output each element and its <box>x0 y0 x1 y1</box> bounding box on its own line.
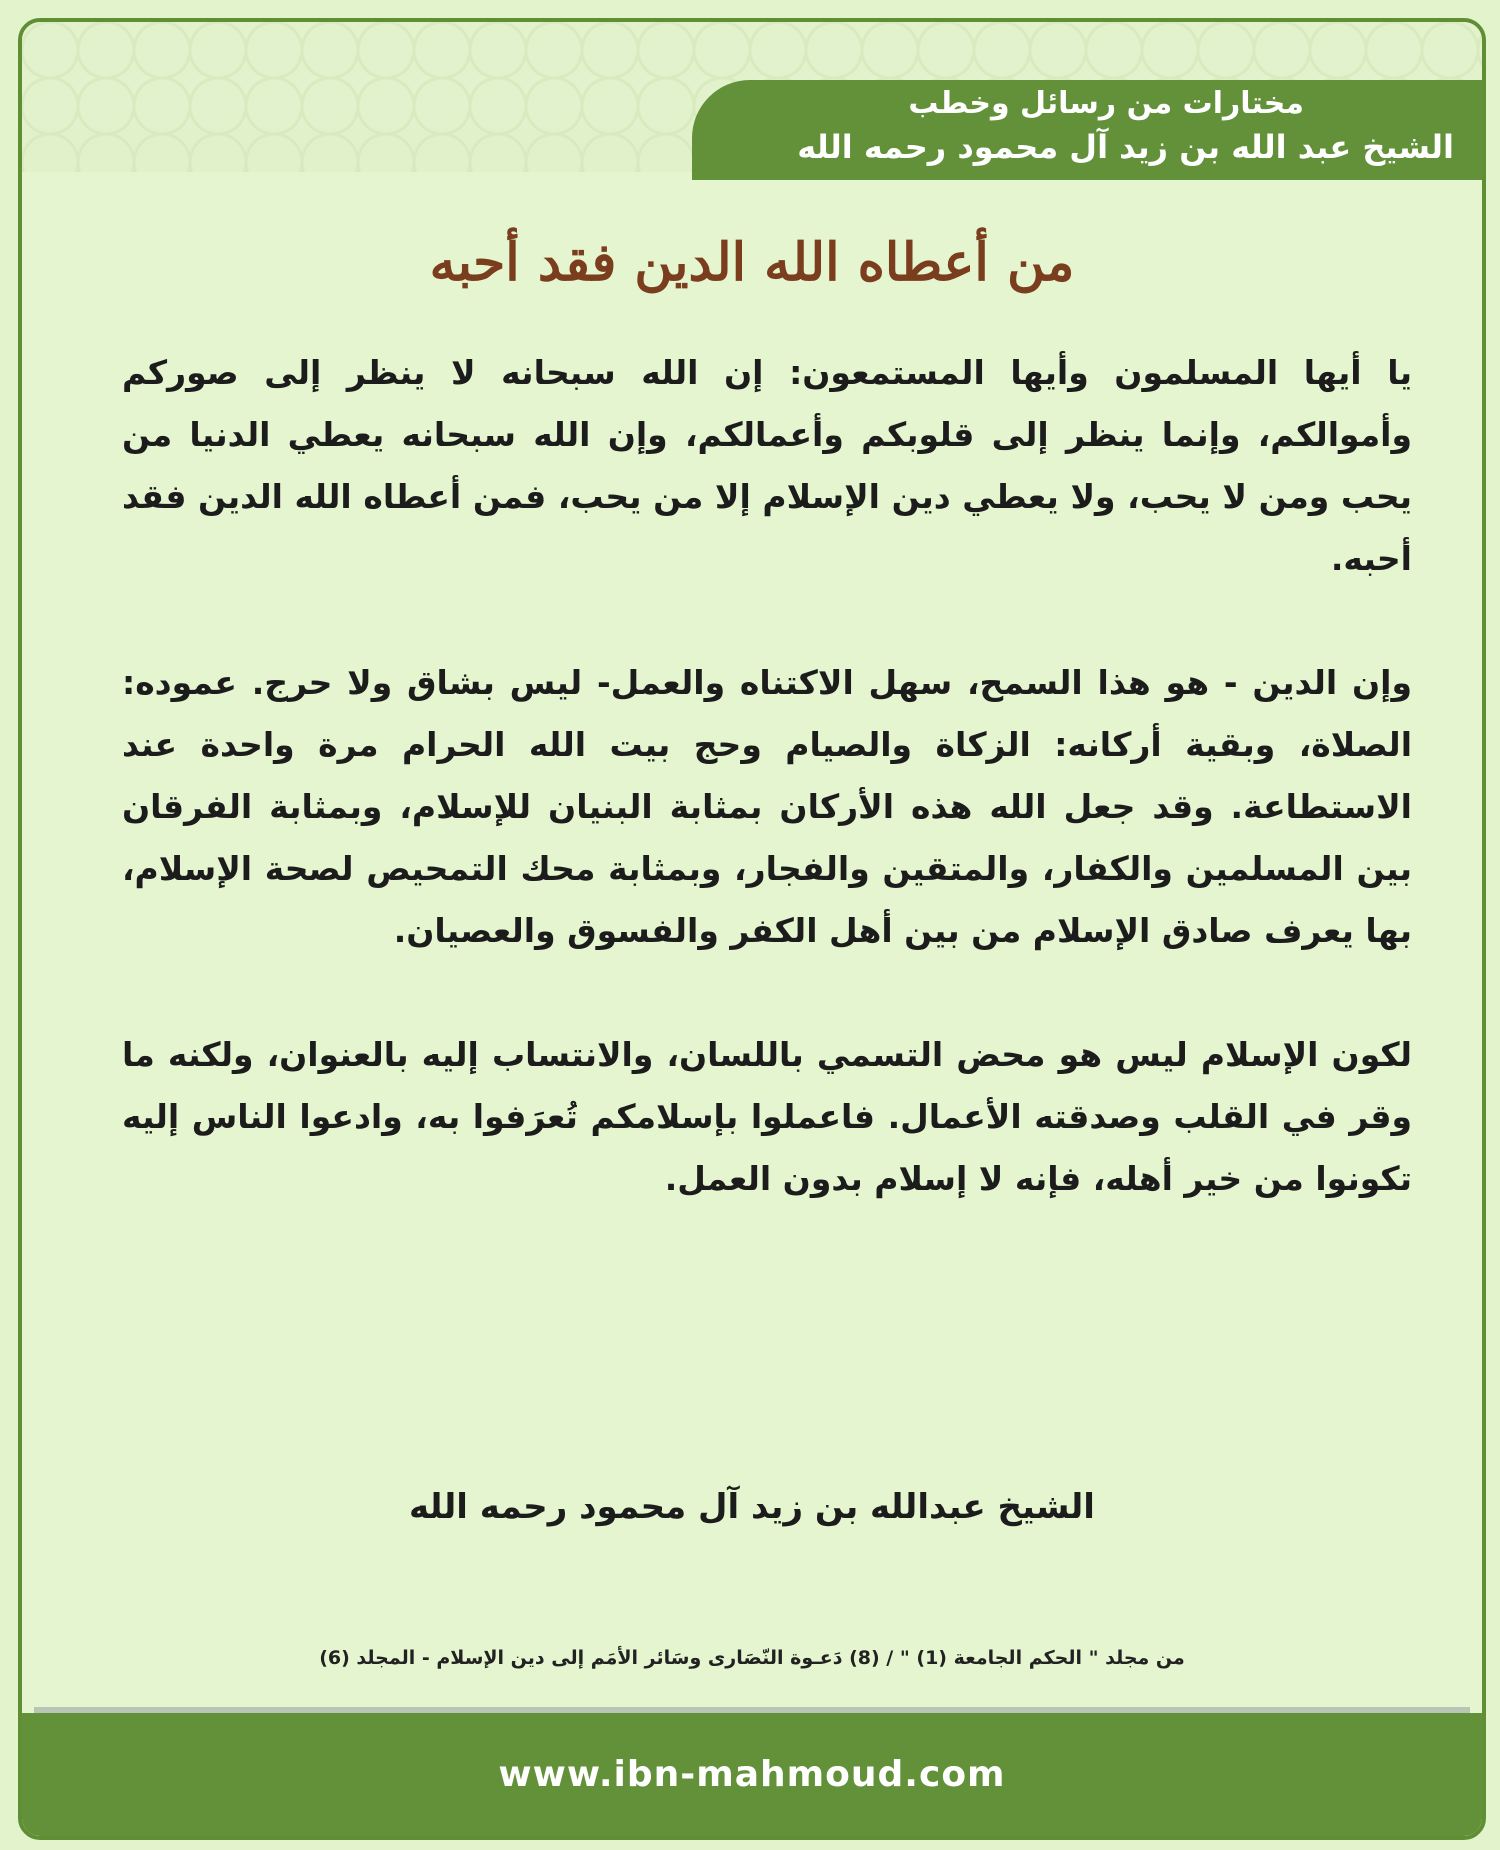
card-frame <box>18 18 1486 1840</box>
footer-bar <box>22 1713 1482 1836</box>
paragraph-3: لكون الإسلام ليس هو محض التسمي باللسان، والانتساب إليه بالعنوان، ولكنه ما وقر في القلب وصدقته الأعمال. فاعملوا بإسلامكم تُعرَفوا به، وادعوا الناس إليه تكونوا من خير أهله، فإنه لا إسلام بدون العمل. <box>122 1035 1412 1198</box>
page-title: من أعطاه الله الدين فقد أحبه <box>429 232 1075 293</box>
header-author: الشيخ عبد الله بن زيد آل محمود رحمه الله <box>797 128 1454 166</box>
header-subtitle: مختارات من رسائل وخطب <box>908 86 1304 121</box>
paragraph-2: وإن الدين - هو هذا السمح، سهل الاكتناه والعمل- ليس بشاق ولا حرج. عموده: الصلاة، وبقية أركانه: الزكاة والصيام وحج بيت الله الحرام مرة واحدة عند الاستطاعة. وقد جعل الله هذه الأركان بمثابة البنيان للإسلام، وبمثابة الفرقان بين المسلمين والكفار، والمتقين والفجار، وبمثابة محك التمحيص لصحة الإسلام، بها يعرف صادق الإسلام من بين أهل الكفر والفسوق والعصيان. <box>122 663 1412 950</box>
source-citation: من مجلد " الحكم الجامعة (1) " / (8) دَعـوة النّصَارى وسَائر الأمَم إلى دين الإسلام - المجلد (6) <box>319 1647 1185 1669</box>
website-link[interactable]: www.ibn-mahmoud.com <box>498 1754 1006 1795</box>
header-banner <box>692 80 1482 180</box>
signature: الشيخ عبدالله بن زيد آل محمود رحمه الله <box>409 1487 1095 1527</box>
article-body <box>122 342 1412 1272</box>
paragraph-1: يا أيها المسلمون وأيها المستمعون: إن الله سبحانه لا ينظر إلى صوركم وأموالكم، وإنما ينظر إلى قلوبكم وأعمالكم، وإن الله سبحانه يعطي الدنيا من يحب ومن لا يحب، ولا يعطي دين الإسلام إلا من يحب، فمن أعطاه الله الدين فقد أحبه. <box>122 353 1412 578</box>
